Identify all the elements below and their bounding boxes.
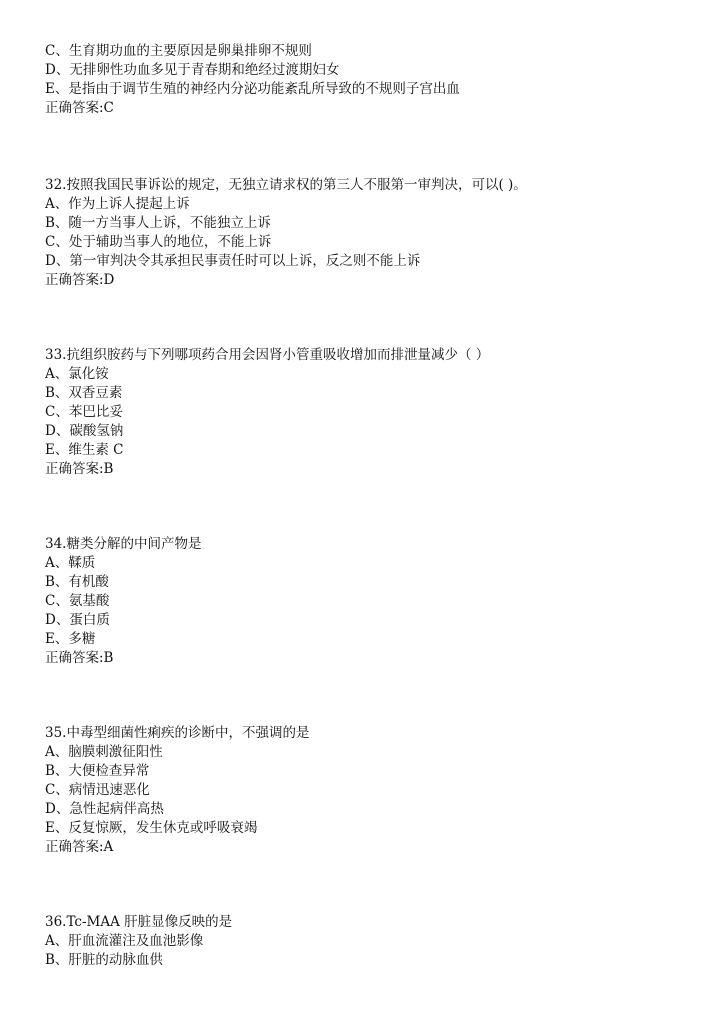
option-line: C、处于辅助当事人的地位，不能上诉 xyxy=(45,234,272,250)
option-line: D、无排卵性功血多见于青春期和绝经过渡期妇女 xyxy=(45,62,340,78)
option-line: C、生育期功血的主要原因是卵巢排卵不规则 xyxy=(45,43,312,59)
option-line: E、是指由于调节生殖的神经内分泌功能紊乱所导致的不规则子宫出血 xyxy=(45,81,460,97)
option-line: A、肝血流灌注及血池影像 xyxy=(45,933,204,949)
option-line: A、作为上诉人提起上诉 xyxy=(45,196,190,212)
option-line: E、多糖 xyxy=(45,631,96,647)
question-35 xyxy=(45,724,685,857)
answer-line: 正确答案:B xyxy=(45,650,114,666)
option-line: C、苯巴比妥 xyxy=(45,404,123,420)
question-stem: 36.Tc-MAA 肝脏显像反映的是 xyxy=(45,914,233,930)
option-line: D、碳酸氢钠 xyxy=(45,423,124,439)
option-line: B、双香豆素 xyxy=(45,385,123,401)
answer-line: 正确答案:A xyxy=(45,839,114,855)
option-line: A、氯化铵 xyxy=(45,366,109,382)
question-33 xyxy=(45,346,685,479)
answer-line: 正确答案:D xyxy=(45,272,115,288)
option-line: C、氨基酸 xyxy=(45,593,110,609)
option-line: B、有机酸 xyxy=(45,574,109,590)
question-34 xyxy=(45,535,685,668)
option-line: E、维生素 C xyxy=(45,442,124,458)
option-line: D、蛋白质 xyxy=(45,612,110,628)
exam-page xyxy=(45,42,685,970)
option-line: B、随一方当事人上诉，不能独立上诉 xyxy=(45,215,271,231)
question-stem: 35.中毒型细菌性痢疾的诊断中，不强调的是 xyxy=(45,725,310,741)
option-line: C、病情迅速恶化 xyxy=(45,782,150,798)
answer-line: 正确答案:B xyxy=(45,461,114,477)
question-36 xyxy=(45,913,685,970)
option-line: D、第一审判决令其承担民事责任时可以上诉，反之则不能上诉 xyxy=(45,253,421,269)
option-line: D、急性起病伴高热 xyxy=(45,801,164,817)
option-line: A、脑膜刺激征阳性 xyxy=(45,744,163,760)
question-stem: 34.糖类分解的中间产物是 xyxy=(45,536,202,552)
question-stem: 33.抗组织胺药与下列哪项药合用会因肾小管重吸收增加而排泄量减少（ ） xyxy=(45,347,490,363)
question-fragment xyxy=(45,42,685,118)
question-32 xyxy=(45,176,685,290)
question-stem: 32.按照我国民事诉讼的规定，无独立请求权的第三人不服第一审判决，可以( )。 xyxy=(45,177,527,193)
answer-line: 正确答案:C xyxy=(45,100,114,116)
option-line: A、鞣质 xyxy=(45,555,96,571)
option-line: E、反复惊厥，发生休克或呼吸衰竭 xyxy=(45,820,258,836)
option-line: B、肝脏的动脉血供 xyxy=(45,952,163,968)
option-line: B、大便检查异常 xyxy=(45,763,150,779)
